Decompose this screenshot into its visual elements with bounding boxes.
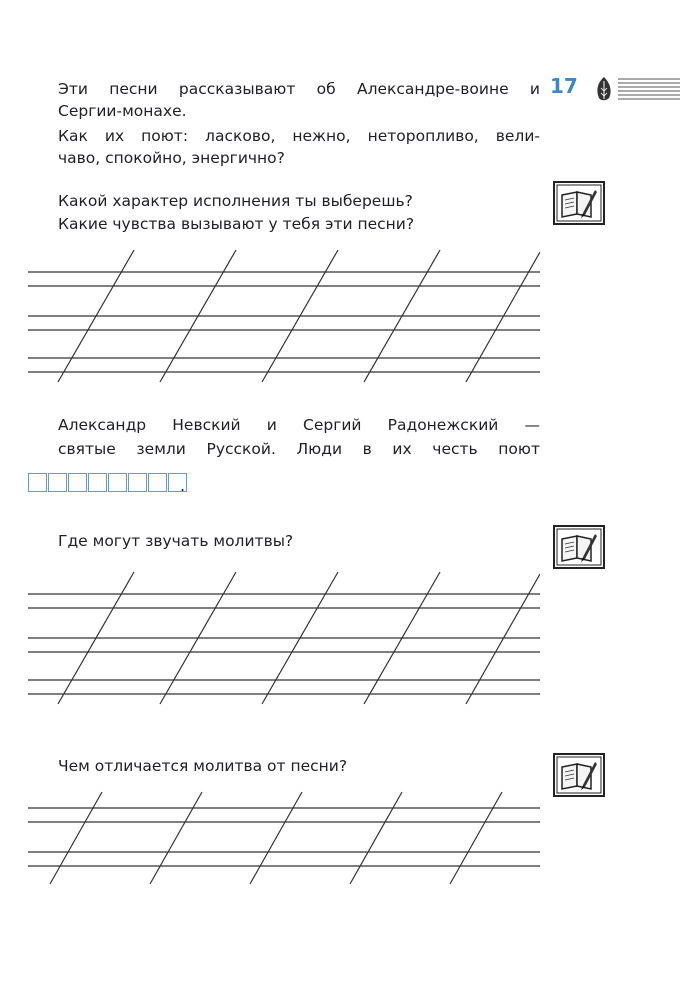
task1-question-1: Какой характер исполнения ты выберешь? (58, 192, 413, 210)
task3-question: Чем отличается молитва от песни? (58, 757, 348, 775)
answer-boxes[interactable] (28, 473, 188, 492)
writing-lines (28, 248, 540, 383)
page-number: 17 (550, 74, 578, 98)
answer-box[interactable] (148, 473, 167, 492)
task2-question: Где могут звучать молитвы? (58, 532, 294, 550)
book-and-pen-icon (553, 525, 605, 569)
answer-end-period: . (180, 476, 186, 495)
answer-box[interactable] (68, 473, 87, 492)
writing-lines (28, 790, 540, 885)
intro-line-2: Сергии-монахе. (58, 102, 187, 120)
answer-box[interactable] (48, 473, 67, 492)
intro-line-4: чаво, спокойно, энергично? (58, 149, 285, 167)
answer-box[interactable] (128, 473, 147, 492)
intro-line-1: Эти песни рассказывают об Александре-воине и (58, 80, 540, 98)
task1-question-2: Какие чувства вызывают у тебя эти песни? (58, 215, 415, 233)
intro-line-3: Как их поют: ласково, нежно, неторопливо, вели- (58, 127, 540, 145)
writing-lines (28, 570, 540, 705)
saints-line-1: Александр Невский и Сергий Радонежский — (58, 416, 540, 434)
answer-box[interactable] (108, 473, 127, 492)
book-and-pen-icon (553, 181, 605, 225)
book-and-pen-icon (553, 753, 605, 797)
answer-box[interactable] (88, 473, 107, 492)
feather-icon (594, 76, 680, 102)
answer-box[interactable] (28, 473, 47, 492)
saints-line-2: святые земли Русской. Люди в их честь поют (58, 440, 540, 458)
